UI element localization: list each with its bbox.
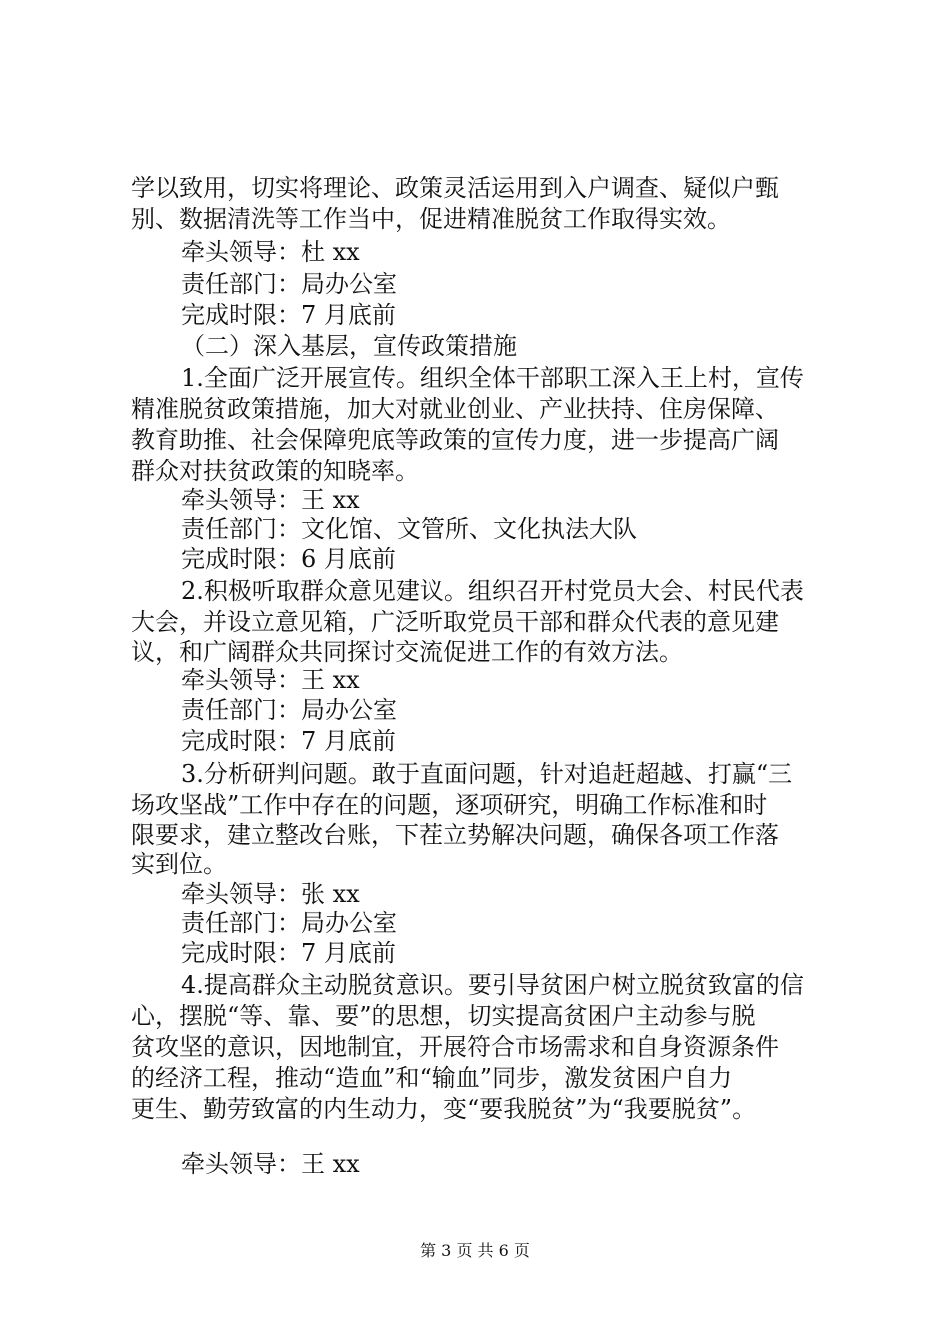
text-line: 3.分析研判问题。敢于直面问题，针对追赶超越、打赢“三 [181, 760, 793, 788]
text-line: 责任部门：局办公室 [181, 909, 397, 937]
text-line: 场攻坚战”工作中存在的问题，逐项研究，明确工作标准和时 [131, 791, 768, 819]
text-line: 更生、勤劳致富的内生动力，变“要我脱贫”为“我要脱贫”。 [131, 1095, 757, 1123]
text-line: 别、数据清洗等工作当中，促进精准脱贫工作取得实效。 [131, 205, 731, 233]
text-line: 牵头领导：王 xx [181, 1150, 360, 1178]
text-line: 贫攻坚的意识，因地制宜，开展符合市场需求和自身资源条件 [131, 1033, 779, 1061]
text-line: 议，和广阔群众共同探讨交流促进工作的有效方法。 [131, 638, 683, 666]
text-line: 实到位。 [131, 850, 227, 878]
text-line: 群众对扶贫政策的知晓率。 [131, 457, 419, 485]
text-line: 1.全面广泛开展宣传。组织全体干部职工深入王上村，宣传 [181, 364, 804, 392]
text-line: 4.提高群众主动脱贫意识。要引导贫困户树立脱贫致富的信 [181, 971, 804, 999]
text-line: 完成时限：7 月底前 [181, 301, 396, 329]
text-line: 学以致用，切实将理论、政策灵活运用到入户调查、疑似户甄 [131, 174, 779, 202]
page-footer: 第 3 页 共 6 页 [420, 1241, 530, 1260]
text-line: 牵头领导：张 xx [181, 880, 360, 908]
text-line: 牵头领导：王 xx [181, 486, 360, 514]
text-line: 责任部门：局办公室 [181, 270, 397, 298]
text-line: 精准脱贫政策措施，加大对就业创业、产业扶持、住房保障、 [131, 395, 779, 423]
text-line: 牵头领导：王 xx [181, 666, 360, 694]
text-line: 完成时限：7 月底前 [181, 939, 396, 967]
text-line: 责任部门：局办公室 [181, 696, 397, 724]
text-line: 的经济工程，推动“造血”和“输血”同步，激发贫困户自力 [131, 1064, 733, 1092]
text-line: 限要求，建立整改台账，下茬立势解决问题，确保各项工作落 [131, 821, 779, 849]
text-line: 牵头领导：杜 xx [181, 238, 360, 266]
text-line: 完成时限：7 月底前 [181, 727, 396, 755]
text-line: 2.积极听取群众意见建议。组织召开村党员大会、村民代表 [181, 577, 804, 605]
text-line: 心，摆脱“等、靠、要”的思想，切实提高贫困户主动参与脱 [131, 1002, 756, 1030]
section-heading: （二）深入基层，宣传政策措施 [181, 332, 517, 360]
text-line: 大会，并设立意见箱，广泛听取党员干部和群众代表的意见建 [131, 608, 779, 636]
text-line: 教育助推、社会保障兜底等政策的宣传力度，进一步提高广阔 [131, 426, 779, 454]
text-line: 完成时限：6 月底前 [181, 545, 396, 573]
text-line: 责任部门：文化馆、文管所、文化执法大队 [181, 515, 637, 543]
